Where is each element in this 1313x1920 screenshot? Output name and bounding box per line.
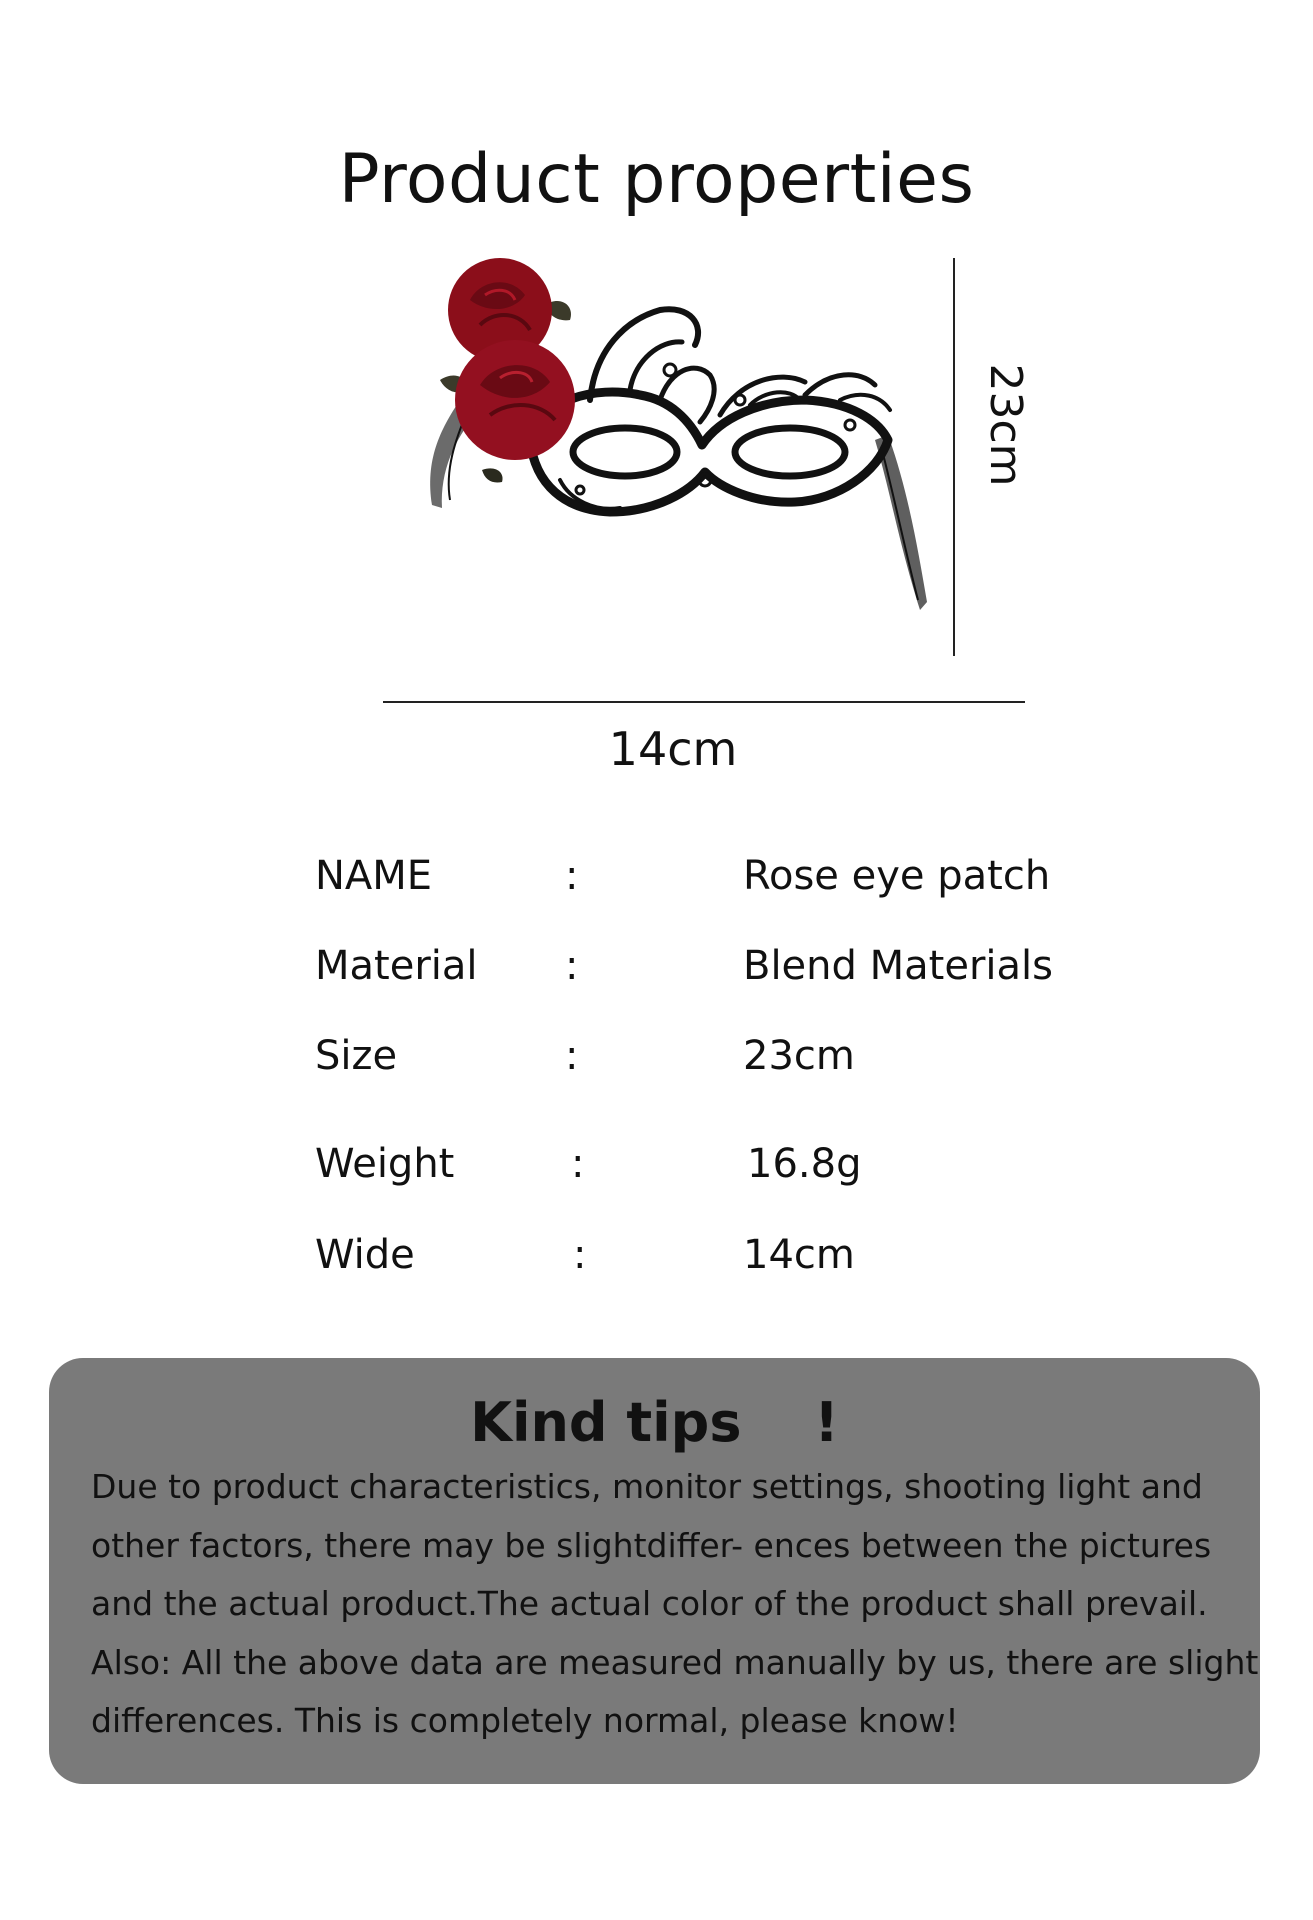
spec-colon: : (571, 1141, 585, 1187)
height-dimension-line (953, 258, 955, 656)
spec-label: Size (315, 1033, 398, 1079)
spec-row-wide (0, 1232, 1313, 1292)
spec-row-name (0, 853, 1313, 913)
width-dimension-label: 14cm (608, 722, 738, 776)
lace-mask (530, 309, 890, 512)
kind-tips-line: differences. This is completely normal, please know! (91, 1701, 959, 1740)
width-dimension-line (383, 701, 1025, 703)
kind-tips-line: Also: All the above data are measured manually by us, there are slight (91, 1642, 1259, 1682)
spec-row-size (0, 1033, 1313, 1093)
kind-tips-panel (49, 1358, 1260, 1784)
spec-row-material (0, 943, 1313, 1003)
spec-value: Rose eye patch (743, 853, 1051, 899)
kind-tips-line: and the actual product.The actual color of the product shall prevail. (91, 1584, 1208, 1623)
red-roses (448, 258, 575, 460)
spec-value: 14cm (743, 1232, 855, 1278)
spec-colon: : (573, 1232, 587, 1278)
page-title: Product properties (338, 140, 975, 219)
spec-value: Blend Materials (743, 943, 1053, 989)
spec-colon: : (565, 853, 579, 899)
spec-row-weight (0, 1141, 1313, 1201)
spec-value: 23cm (743, 1033, 855, 1079)
spec-label: Material (315, 943, 478, 989)
kind-tips-line: other factors, there may be slightdiffer- ences between the pictures (91, 1525, 1212, 1565)
kind-tips-body (91, 1458, 1259, 1751)
spec-label: NAME (315, 853, 433, 899)
spec-label: Wide (315, 1232, 415, 1278)
spec-colon: : (565, 943, 579, 989)
kind-tips-line: Due to product characteristics, monitor settings, shooting light and (91, 1467, 1203, 1506)
rose-lace-mask-image (420, 250, 940, 630)
height-dimension-label: 23cm (980, 363, 1031, 487)
spec-colon: : (565, 1033, 579, 1079)
spec-label: Weight (315, 1141, 455, 1187)
kind-tips-title: Kind tips ! (470, 1391, 839, 1454)
spec-value: 16.8g (747, 1141, 862, 1187)
right-ribbon (875, 435, 927, 610)
